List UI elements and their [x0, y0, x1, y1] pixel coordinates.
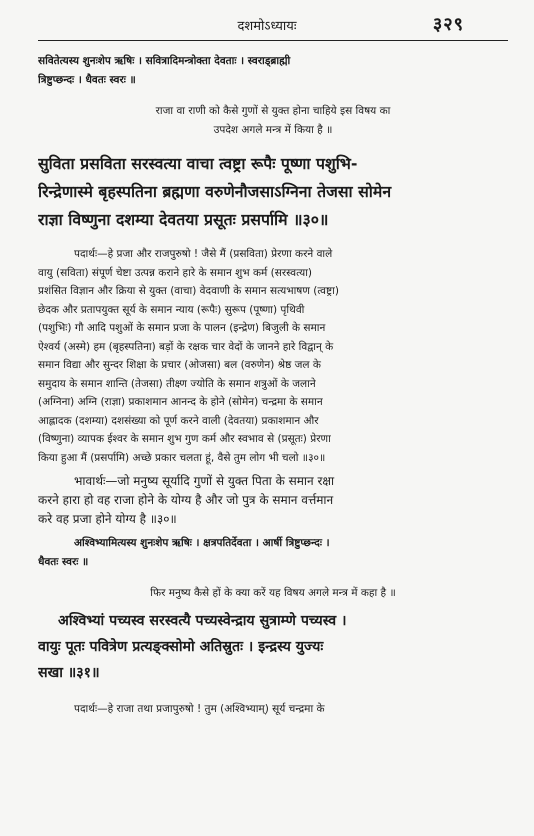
meta-line: त्रिष्टुप्छन्दः । धैवतः स्वरः ॥ — [38, 73, 136, 86]
page-header — [0, 10, 534, 38]
mantra-30 — [38, 150, 508, 234]
intro-line: उपदेश अगले मन्त्र में किया है ॥ — [213, 123, 333, 136]
padartha-31 — [38, 700, 508, 719]
padartha-line: आह्लादक (दशम्या) दशसंख्या को पूर्ण करने वाली (देवतया) प्रकाशमान और — [38, 414, 319, 427]
meta-line: सवितेत्यस्य शुनःशेप ऋषिः । सवित्रादिमन्त्रोक्ता देवताः । स्वराड्ब्राह्मी — [38, 55, 291, 67]
padartha-line: (अग्निना) अग्नि (राज्ञा) प्रकाशमान आनन्द के होने (सोमेन) चन्द्रमा के समान — [38, 396, 323, 408]
rishi-devata-line-30 — [38, 52, 508, 89]
padartha-line: पदार्थः—हे प्रजा और राजपुरुषो ! जैसे मैं (प्रसविता) प्रेरणा करने वाले — [74, 248, 333, 260]
bhavartha-line: करे वह प्रजा होने योग्य है ॥३०॥ — [38, 512, 177, 526]
padartha-line: (विष्णुना) व्यापक ईश्वर के समान शुभ गुण कर्म और स्वभाव से (प्रसूतः) प्रेरणा — [38, 433, 331, 445]
page-number: ३२९ — [432, 14, 464, 35]
mantra-line: राज्ञा विष्णुना दशम्या देवतया प्रसूतः प्रसर्पामि ॥३०॥ — [38, 210, 329, 229]
intro-line: फिर मनुष्य कैसे हों के क्या करें यह विषय अगले मन्त्र में कहा है ॥ — [150, 587, 396, 599]
topic-intro-30 — [38, 102, 508, 139]
padartha-line: छेदक और प्रतापयुक्त सूर्य के समान न्याय (रूपैः) सुरूप (पूष्णा) पृथिवी — [38, 303, 305, 316]
meta-line: अश्विभ्यामित्यस्य शुनःशेप ऋषिः । क्षत्रपतिर्देवता । आर्षी त्रिष्टुप्छन्दः । — [74, 537, 330, 549]
padartha-line: किया हुआ मैं (प्रसर्पामि) अच्छे प्रकार चलता हूं, वैसे तुम लोग भी चलो ॥३०॥ — [38, 451, 326, 464]
header-rule — [38, 40, 508, 41]
meta-line: धैवतः स्वरः ॥ — [38, 555, 89, 568]
bhavartha-line: करने हारा हो वह राजा होने के योग्य है और जो पुत्र के समान वर्त्तमान — [38, 493, 334, 507]
mantra-31 — [38, 608, 508, 686]
chapter-title: दशमोऽध्यायः — [237, 19, 297, 34]
mantra-line: अश्विभ्यां पच्यस्व सरस्वत्यै पच्यस्वेन्द्राय सुत्राम्णे पच्यस्व । — [58, 613, 347, 629]
padartha-line: प्रशंसित विज्ञान और क्रिया से युक्त (वाचा) वेदवाणी के समान सत्यभाषण (त्वष्ट्रा) — [38, 285, 339, 297]
mantra-line: रिन्द्रेणास्मे बृहस्पतिना ब्रह्मणा वरुणेनौजसाऽग्निना तेजसा सोमेन — [38, 182, 392, 201]
bhavartha-30 — [38, 472, 508, 529]
padartha-30 — [38, 245, 508, 467]
padartha-line: समान विद्या और सुन्दर शिक्षा के प्रचार (ओजसा) बल (वरुणेन) श्रेष्ठ जल के — [38, 359, 321, 371]
padartha-line: समुदाय के समान शान्ति (तेजसा) तीक्ष्ण ज्योति के समान शत्रुओं के जलाने — [38, 377, 316, 390]
intro-line: राजा वा राणी को कैसे गुणों से युक्त होना चाहिये इस विषय का — [155, 105, 391, 117]
mantra-line: सुविता प्रसविता सरस्वत्या वाचा त्वष्ट्रा रूपैः पूष्णा पशुभि- — [38, 154, 358, 173]
mantra-line: सखा ॥३१॥ — [38, 665, 100, 681]
padartha-line: (पशुभिः) गौ आदि पशुओं के समान प्रजा के पालन (इन्द्रेण) बिजुली के समान — [38, 322, 326, 334]
padartha-line: पदार्थः—हे राजा तथा प्रजापुरुषो ! तुम (अश्विभ्याम्) सूर्य चन्द्रमा के — [74, 703, 325, 715]
rishi-devata-line-31 — [38, 534, 508, 571]
mantra-line: वायुः पूतः पवित्रेण प्रत्यङ्क्सोमो अतिस्रुतः । इन्द्रस्य युज्यः — [38, 639, 324, 655]
bhavartha-line: भावार्थः—जो मनुष्य सूर्यादि गुणों से युक्त पिता के समान रक्षा — [74, 474, 335, 488]
padartha-line: ऐश्वर्य (अस्मे) हम (बृहस्पतिना) बड़ों के रक्षक चार वेदों के जानने हारे विद्वान् के — [38, 340, 334, 353]
topic-intro-31 — [38, 584, 508, 603]
padartha-line: वायु (सविता) संपूर्ण चेष्टा उत्पन्न कराने हारे के समान शुभ कर्म (सरस्वत्या) — [38, 266, 313, 279]
